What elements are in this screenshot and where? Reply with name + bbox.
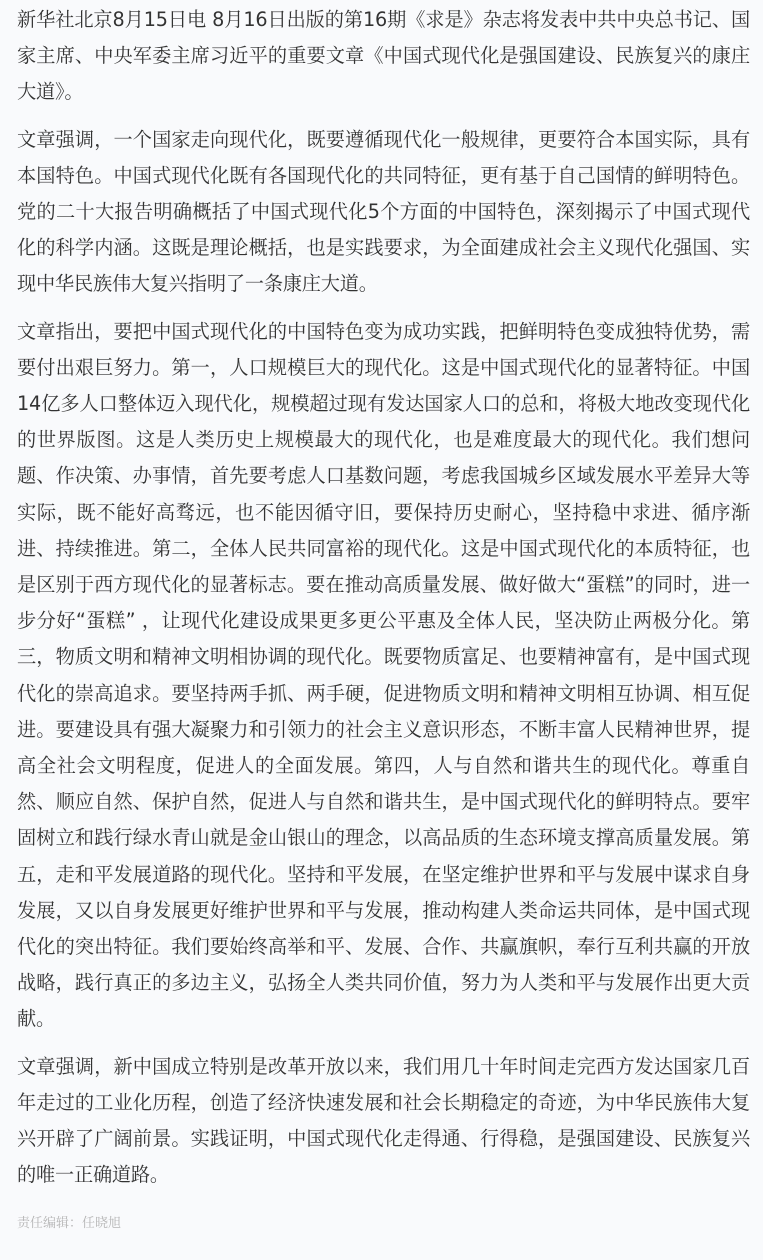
responsible-editor: 责任编辑：任晓旭 [17, 1215, 122, 1231]
article-paragraph-3: 文章指出，要把中国式现代化的中国特色变为成功实践，把鲜明特色变成独特优势，需要付出艰巨努力。第一，人口规模巨大的现代化。这是中国式现代化的显著特征。中国14亿多人口整体迈入现代化，规模超过现有发达国家人口的总和，将极大地改变现代化的世界版图。这是人类历史上规模最大的现代化，也是难度最大的现代化。我们想问题、作决策、办事情，首先要考虑人口基数问题，考虑我国城乡区域发展水平差异大等实际，既不能好高骛远，也不能因循守旧，要保持历史耐心，坚持稳中求进、循序渐进、持续推进。第二，全体人民共同富裕的现代化。这是中国式现代化的本质特征，也是区别于西方现代化的显著标志。要在推动高质量发展、做好做大“蛋糕”的同时，进一步分好“蛋糕” ，让现代化建设成果更多更公平惠及全体人民，坚决防止两极分化。第三，物质文明和精神文明相协调的现代化。既要物质富足、也要精神富有，是中国式现代化的崇高追求。要坚持两手抓、两手硬，促进物质文明和精神文明相互协调、相互促进。要建设具有强大凝聚力和引领力的社会主义意识形态，不断丰富人民精神世界，提高全社会文明程度，促进人的全面发展。第四，人与自然和谐共生的现代化。尊重自然、顺应自然、保护自然，促进人与自然和谐共生，是中国式现代化的鲜明特点。要牢固树立和践行绿水青山就是金山银山的理念，以高品质的生态环境支撑高质量发展。第五，走和平发展道路的现代化。坚持和平发展，在坚定维护世界和平与发展中谋求自身发展，又以自身发展更好维护世界和平与发展，推动构建人类命运共同体，是中国式现代化的突出特征。我们要始终高举和平、发展、合作、共赢旗帜，奉行互利共赢的开放战略，践行真正的多边主义，弘扬全人类共同价值，努力为人类和平与发展作出更大贡献。 [17, 319, 750, 1031]
article-paragraph-2: 文章强调，一个国家走向现代化，既要遵循现代化一般规律，更要符合本国实际，具有本国特色。中国式现代化既有各国现代化的共同特征，更有基于自己国情的鲜明特色。党的二十大报告明确概括了中国式现代化5个方面的中国特色，深刻揭示了中国式现代化的科学内涵。这既是理论概括，也是实践要求，为全面建成社会主义现代化强国、实现中华民族伟大复兴指明了一条康庄大道。 [17, 127, 750, 296]
article-paragraph-1: 新华社北京8月15日电 8月16日出版的第16期《求是》杂志将发表中共中央总书记、国家主席、中央军委主席习近平的重要文章《中国式现代化是强国建设、民族复兴的康庄大道》。 [17, 8, 750, 104]
article-paragraph-4: 文章强调，新中国成立特别是改革开放以来，我们用几十年时间走完西方发达国家几百年走过的工业化历程，创造了经济快速发展和社会长期稳定的奇迹，为中华民族伟大复兴开辟了广阔前景。实践证明，中国式现代化走得通、行得稳，是强国建设、民族复兴的唯一正确道路。 [17, 1054, 750, 1187]
